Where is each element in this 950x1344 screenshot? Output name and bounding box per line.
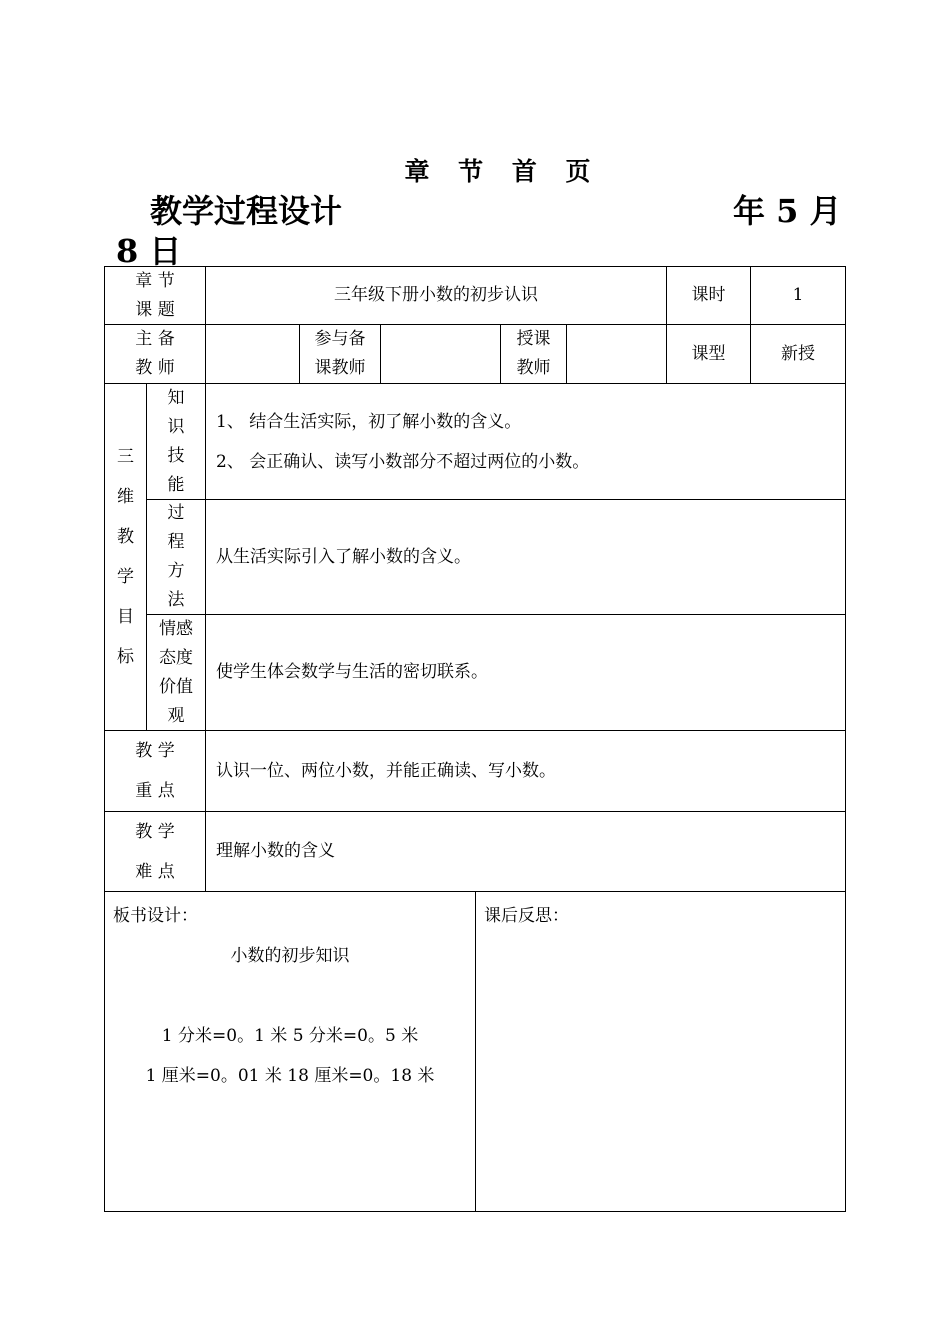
board-design-label: 板书设计： [113,906,198,926]
lead-teacher-label-cell [104,324,206,384]
emotion-label: 情感 态度 价值 观 [159,618,193,726]
topic-value: 三年级下册小数的初步认识 [334,285,538,305]
difficulty-value-cell [205,811,846,892]
type-label: 课型 [691,343,726,364]
hours-label-cell [666,266,751,325]
type-label-cell [666,324,751,384]
knowledge-label: 知 识 技 能 [167,387,185,495]
participants-label: 参与备 课教师 [314,329,366,378]
participants-value-cell [380,324,501,384]
chapter-title: 章 节 首 页 [404,157,601,186]
emotion-value-cell [205,614,846,731]
type-value: 新授 [781,343,815,364]
knowledge-item: 2、 会正确认、读写小数部分不超过两位的小数。 [216,451,590,472]
objectives-label: 三 维 教 学 目 标 [117,447,134,667]
key-point-label-cell [104,730,206,812]
page-title: 教学过程设计 [150,192,343,230]
difficulty-label: 教 学 难 点 [135,821,175,882]
lead-teacher-label: 主 备 教 师 [135,329,175,378]
key-point-value-cell [205,730,846,812]
process-value: 从生活实际引入了解小数的含义。 [216,546,471,567]
hours-value-cell [750,266,846,325]
lead-teacher-value-cell [205,324,300,384]
teacher-value-cell [566,324,667,384]
difficulty-label-cell [104,811,206,892]
hours-value: 1 [792,285,804,305]
teacher-label: 授课 教师 [516,329,551,378]
knowledge-item: 1、 结合生活实际，初了解小数的含义。 [216,411,522,432]
reflection-cell [475,891,846,1212]
hours-label: 课时 [691,285,726,305]
topic-label-cell [104,266,206,325]
board-design-cell [104,891,476,1212]
knowledge-value-cell [205,383,846,500]
board-line-2: 1 厘米=0。01 米 18 厘米=0。18 米 [145,1066,435,1086]
knowledge-label-cell [146,383,206,500]
process-label-cell [146,499,206,615]
difficulty-value: 理解小数的含义 [216,841,335,861]
reflection-label: 课后反思： [484,906,569,926]
board-line-1: 1 分米=0。1 米 5 分米=0。5 米 [161,1026,419,1046]
teacher-label-cell [500,324,567,384]
participants-label-cell [299,324,381,384]
type-value-cell [750,324,846,384]
emotion-label-cell [146,614,206,731]
emotion-value: 使学生体会数学与生活的密切联系。 [216,662,488,682]
objectives-label-cell [104,383,147,731]
date-day: 8 日 [116,232,182,270]
process-value-cell [205,499,846,615]
knowledge-list [216,402,589,482]
topic-label: 章 节 课 题 [135,270,175,320]
topic-value-cell [205,266,667,325]
key-point-label: 教 学 重 点 [135,741,175,801]
date-month: 年 5 月 [733,192,842,230]
key-point-value: 认识一位、两位小数，并能正确读、写小数。 [216,760,556,781]
process-label: 过 程 方 法 [167,503,185,610]
board-subtitle: 小数的初步知识 [230,946,350,966]
